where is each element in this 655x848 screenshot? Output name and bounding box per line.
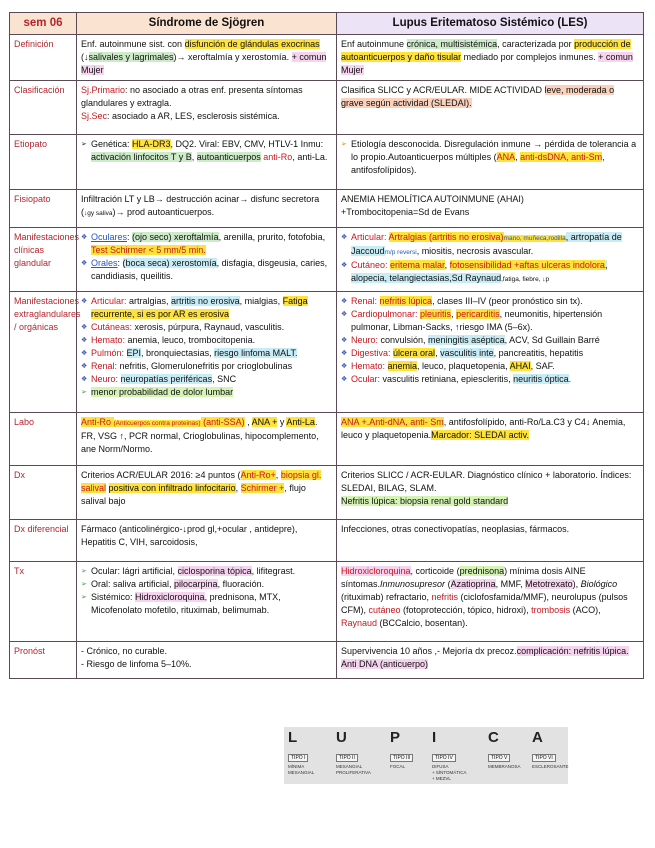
row-extraglandular — [10, 292, 644, 413]
sj-glandular: ❖ Oculares: (ojo seco) xeroftalmía, arenilla, prurito, fotofobia, Test Schirmer < 5 mm/5 min. ❖ Orales: (boca seca) xerostomía, disfagia, disgeusia, caries, candidiasis, queilitis. — [77, 228, 337, 292]
lupica-letter-c: C TIPO V MEMBRANOSA — [488, 729, 521, 769]
diamond-bullet-icon: ❖ — [341, 262, 348, 269]
row-label: Clasificación — [10, 81, 77, 135]
row-labo — [10, 413, 644, 466]
sj-dx: Criterios ACR/EULAR 2016: ≥4 puntos (Anti-Ro+, biopsia gl. salival positiva con infiltrado linfocitario, Schirmer +, flujo salival bajo — [77, 466, 337, 520]
lupica-letter-u: U TIPO II MESANGIAL PROLIFERATIVA — [336, 729, 371, 775]
sj-extraglandular: ❖ Articular: artralgias, artritis no erosiva, mialgias, Fatiga recurrente, si es por AR es erosiva ❖ Cutáneas: xerosis, púrpura, Raynaud, vasculitis. ❖ Hemato: anemia, leuco, trombocitopenia. ❖ Pulmón: EPI, bronquiectasias, riesgo linfoma MALT. ❖ Renal: nefritis, Glomerulonefritis por crioglobulinas ❖ Neuro: neuropatías periféricas, SNC ➢ menor probabilidad de dolor lumbar — [77, 292, 337, 413]
row-label: Definición — [10, 35, 77, 81]
comparison-table — [9, 12, 644, 679]
row-label: Etiopato — [10, 135, 77, 190]
diamond-bullet-icon: ❖ — [341, 337, 348, 344]
arrow-bullet-icon: ➢ — [81, 389, 87, 396]
lupica-mnemonic-image — [284, 727, 568, 784]
diamond-bullet-icon: ❖ — [341, 311, 348, 318]
les-dx: Criterios SLICC / ACR-EULAR. Diagnóstico clínico + laboratorio. Índices: SLEDAI, BILAG, SLAM. Nefritis lúpica: biopsia renal gold standard — [337, 466, 644, 520]
row-label: Fisiopato — [10, 190, 77, 228]
row-label: Labo — [10, 413, 77, 466]
sjogren-title: Síndrome de Sjögren — [77, 13, 337, 35]
row-definicion — [10, 35, 644, 81]
diamond-bullet-icon: ❖ — [81, 376, 88, 383]
row-fisiopato — [10, 190, 644, 228]
arrow-bullet-icon: ➢ — [81, 568, 87, 575]
sj-fisiopato: Infiltración LT y LB→ destrucción acinar→ disfunc secretora (↓gy saliva)→ prod autoanticuerpos. — [77, 190, 337, 228]
sj-etiopato: ➢ Genética: HLA-DR3, DQ2. Viral: EBV, CMV, HTLV-1 Inmu: activación linfocitos T y B, autoanticuerpos anti-Ro, anti-La. — [77, 135, 337, 190]
diamond-bullet-icon: ❖ — [81, 363, 88, 370]
les-clasificacion: Clasifica SLICC y ACR/EULAR. MIDE ACTIVIDAD leve, moderada o grave según actividad (SLEDAI). — [337, 81, 644, 135]
arrow-bullet-icon: ➢ — [81, 594, 87, 601]
row-tx — [10, 562, 644, 642]
les-title: Lupus Eritematoso Sistémico (LES) — [337, 13, 644, 35]
diamond-bullet-icon: ❖ — [81, 350, 88, 357]
les-dxdif: Infecciones, otras conectivopatías, neoplasias, fármacos. — [337, 520, 644, 562]
les-labo: ANA +.Anti-dNA, anti- Sm, antifosfolípido, anti-Ro/La.C3 y C4↓ Anemia, leuco y plaquetopenia.Marcador: SLEDAI activ. — [337, 413, 644, 466]
header-row — [10, 13, 644, 35]
diamond-bullet-icon: ❖ — [341, 363, 348, 370]
lupica-letter-i: I TIPO IV DIFUSA + SÍNTOMÁTICA + MEZVL — [432, 729, 467, 781]
arrow-bullet-icon: ➢ — [81, 581, 87, 588]
les-pronost: Supervivencia 10 años ,- Mejoría dx precoz.complicación: nefritis lúpica. Anti DNA (anticuerpo) — [337, 642, 644, 679]
les-fisiopato: ANEMIA HEMOLÍTICA AUTOINMUNE (AHAI) +Trombocitopenia=Sd de Evans — [337, 190, 644, 228]
lupica-letter-a: A TIPO VI ESCLEROSANTE — [532, 729, 569, 769]
diamond-bullet-icon: ❖ — [81, 337, 88, 344]
diamond-bullet-icon: ❖ — [341, 376, 348, 383]
row-glandular — [10, 228, 644, 292]
diamond-bullet-icon: ❖ — [81, 260, 88, 267]
sj-clasificacion: Sj.Primario: no asociado a otras enf. presenta síntomas glandulares y extragla. Sj.Sec: asociado a AR, LES, esclerosis sistémica. — [77, 81, 337, 135]
les-glandular: ❖ Articular: Artralgias (artritis no erosiva)mano, muñeca,rodilla, artropatía de Jaccoudm/p reversi, miositis, necrosis avascular. ❖ Cutáneo: eritema malar, fotosensibilidad +aftas ulceras indolora, alopecia, telangiectasias,Sd Raynaud,fatiga, fiebre, ↓p — [337, 228, 644, 292]
arrow-bullet-icon: ➢ — [81, 141, 87, 148]
diamond-bullet-icon: ❖ — [81, 324, 88, 331]
les-tx: Hidroxicloroquina, corticoide (prednisona) mínima dosis AINE síntomas.Inmunosupresor (Azatioprina, MMF, Metotrexato), Biológico (rituximab) refractario, nefritis (ciclofosfamida/MMF), neurolupus (pulsos CFM), cutáneo (fotoprotección, tópico, hidroxi), trombosis (ACO), Raynaud (BCCalcio, bosentan). — [337, 562, 644, 642]
row-label: Manifestaciones extraglandulares / orgánicas — [10, 292, 77, 413]
diamond-bullet-icon: ❖ — [341, 298, 348, 305]
row-dx — [10, 466, 644, 520]
lupica-letter-p: P TIPO III FOCAL — [390, 729, 434, 770]
les-definicion: Enf autoinmune crónica, multisistémica, caracterizada por producción de autoanticuerpos y daño tisular mediado por complejos inmunes. + comun Mujer — [337, 35, 644, 81]
les-etiopato: ➢ Etiología desconocida. Disregulación inmune → pérdida de tolerancia a lo propio.Autoanticuerpos múltiples (ANA, anti-dsDNA, anti-Sm, antifosfolípidos). — [337, 135, 644, 190]
diamond-bullet-icon: ❖ — [81, 234, 88, 241]
row-clasificacion — [10, 81, 644, 135]
lupica-letter-l: L TIPO I MÍNIMA MESANGIAL — [288, 729, 315, 775]
diamond-bullet-icon: ❖ — [341, 350, 348, 357]
arrow-bullet-icon: ➢ — [341, 141, 347, 148]
row-label: Pronóst — [10, 642, 77, 679]
row-label: Tx — [10, 562, 77, 642]
diamond-bullet-icon: ❖ — [341, 234, 348, 241]
week-label: sem 06 — [10, 13, 77, 35]
sj-pronost: - Crónico, no curable. - Riesgo de linfoma 5–10%. — [77, 642, 337, 679]
les-extraglandular: ❖ Renal: nefritis lúpica, clases III–IV (peor pronóstico sin tx). ❖ Cardiopulmonar: pleuritis, pericarditis, neumonitis, hipertensión pulmonar, Libman-Sacks, ↑riesgo IMA (5–6x). ❖ Neuro: convulsión, meningitis aséptica, ACV, Sd Guillain Barré ❖ Digestiva: úlcera oral, vasculitis inte, pancreatitis, hepatitis ❖ Hemato: anemia, leuco, plaquetopenia, AHAI, SAF. ❖ Ocular: vasculitis retiniana, epiescleritis, neuritis óptica. — [337, 292, 644, 413]
sj-labo: Anti-Ro (Anticuerpos contra proteinas) (anti-SSA) , ANA + y Anti-La. FR, VSG ↑, PCR normal, Crioglobulinas, hipocomplemento, ane Norm/Normo. — [77, 413, 337, 466]
diamond-bullet-icon: ❖ — [81, 298, 88, 305]
row-label: Dx diferencial — [10, 520, 77, 562]
sj-definicion: Enf. autoinmune sist. con disfunción de glándulas exocrinas (↓salivales y lagrimales)→ xeroftalmía y xerostomía. + comun Mujer — [77, 35, 337, 81]
sj-dxdif: Fármaco (anticolinérgico-↓prod gl,+ocular , antidepre), Hepatitis C, VIH, sarcoidosis, — [77, 520, 337, 562]
sj-tx: ➢ Ocular: lágri artificial, ciclosporina tópica, lifitegrast. ➢ Oral: saliva artificial, pilocarpina, fluoración. ➢ Sistémico: Hidroxicloroquina, prednisona, MTX, Micofenolato mofetilo, rituximab, belimumab. — [77, 562, 337, 642]
row-pronost — [10, 642, 644, 679]
row-label: Dx — [10, 466, 77, 520]
row-etiopato — [10, 135, 644, 190]
row-label: Manifestaciones clínicas glandular — [10, 228, 77, 292]
row-dxdif — [10, 520, 644, 562]
